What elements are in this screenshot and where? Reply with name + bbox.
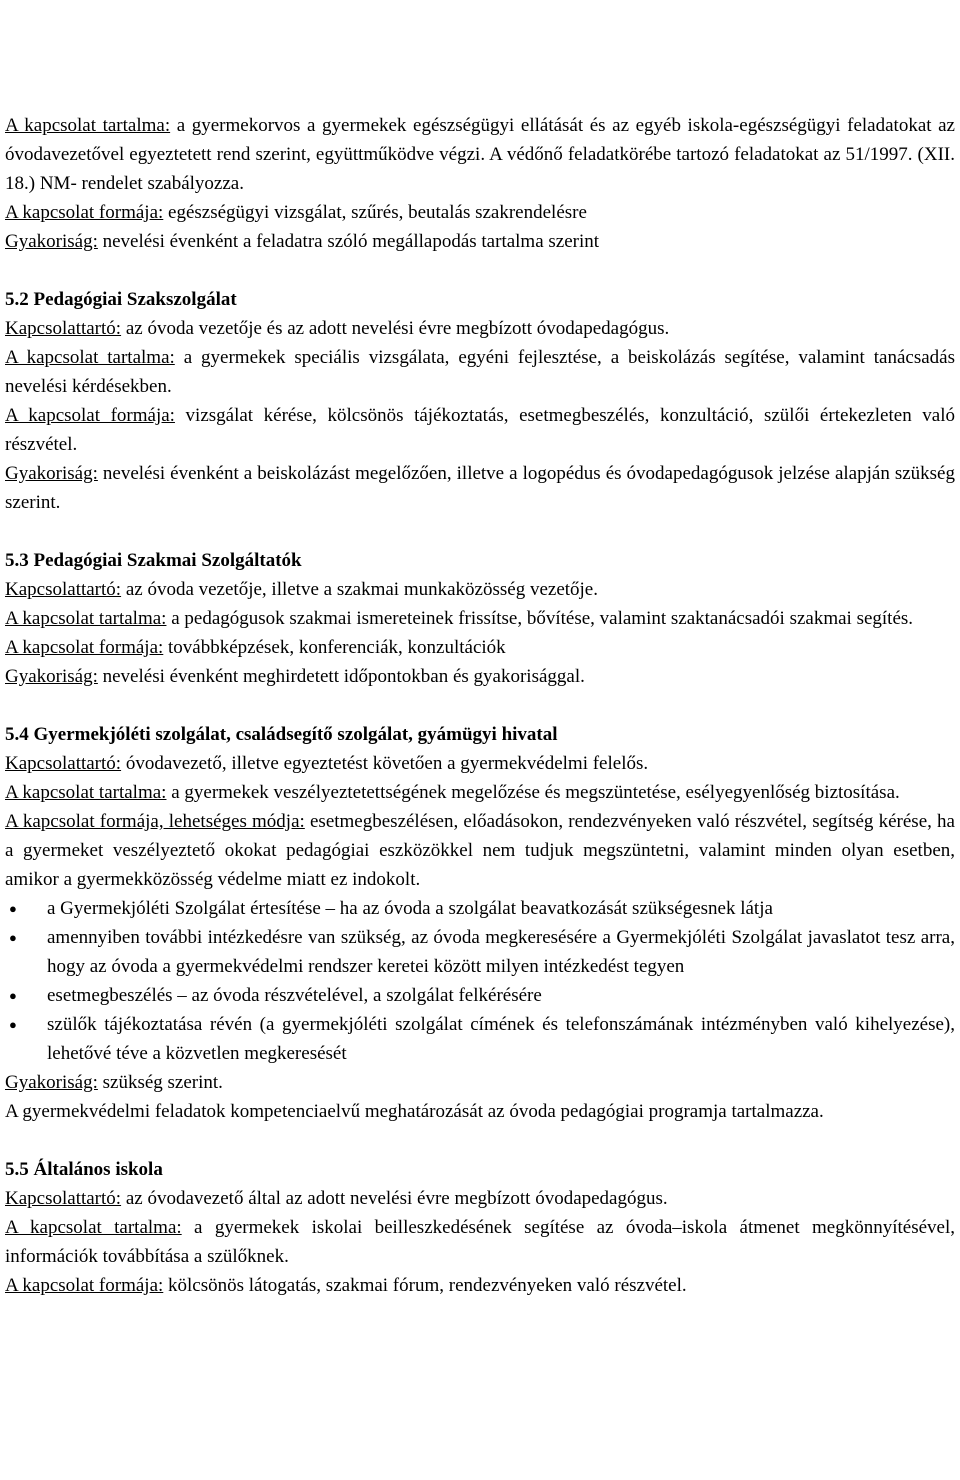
field-label: A kapcsolat tartalma: (5, 608, 167, 629)
section-5-2-heading: 5.2 Pedagógiai Szakszolgálat (5, 289, 237, 310)
document-body (5, 111, 955, 1300)
field-label: A kapcsolat formája: (5, 405, 175, 426)
field-label: Gyakoriság: (5, 463, 98, 484)
field-text: a gyermekek iskolai beilleszkedésének segítése az óvoda–iskola átmenet megkönnyítésével, információk továbbítása a szülőknek. (5, 1217, 955, 1267)
s53-kapcsolattarto (5, 575, 955, 604)
field-text: nevelési évenként a feladatra szóló megállapodás tartalma szerint (97, 231, 600, 252)
section-5-3-heading: 5.3 Pedagógiai Szakmai Szolgáltatók (5, 550, 302, 571)
field-text: az óvoda vezetője, illetve a szakmai munkaközösség vezetője. (121, 579, 598, 600)
field-text: vizsgálat kérése, kölcsönös tájékoztatás, esetmegbeszélés, konzultáció, szülői értekezleten való részvétel. (5, 405, 955, 455)
section-5-5-heading: 5.5 Általános iskola (5, 1159, 163, 1180)
s55-formaja (5, 1271, 955, 1300)
field-label: A kapcsolat tartalma: (5, 347, 175, 368)
s54-kapcsolattarto (5, 749, 955, 778)
s53-formaja (5, 633, 955, 662)
field-text: szükség szerint. (97, 1072, 223, 1093)
s52-gyakorisag (5, 459, 955, 517)
s55-kapcsolattarto (5, 1184, 955, 1213)
field-label: A kapcsolat formája: (5, 202, 164, 223)
field-text: a gyermekorvos a gyermekek egészségügyi ellátását és az egyéb iskola-egészségügyi feladatokat az óvodavezetővel egyeztetett rend szerint, együttműködve végzi. A védőnő feladatkörébe tartozó feladatokat az 51/1997. (XII. 18.) NM- rendelet szabályozza. (5, 115, 955, 194)
s52-formaja (5, 401, 955, 459)
s52-tartalma (5, 343, 955, 401)
intro-gyakorisag (5, 227, 955, 256)
field-label: Kapcsolattartó: (5, 318, 122, 339)
s52-kapcsolattarto (5, 314, 955, 343)
field-label: Gyakoriság: (5, 231, 98, 252)
s54-closing: A gyermekvédelmi feladatok kompetenciaelvű meghatározását az óvoda pedagógiai programja tartalmazza. (5, 1101, 824, 1122)
list-item: ● amennyiben további intézkedésre van szükség, az óvoda megkeresésére a Gyermekjóléti Szolgálat javaslatot tesz arra, hogy az óvoda a gyermekvédelmi rendszer keretei között milyen intézkedést tegyen (47, 923, 955, 981)
om-identifier: OM:032834 (435, 56, 525, 75)
s53-tartalma (5, 604, 955, 633)
intro-tartalma (5, 111, 955, 198)
field-label: Gyakoriság: (5, 666, 98, 687)
field-label: Kapcsolattartó: (5, 579, 122, 600)
section-5-4-heading: 5.4 Gyermekjóléti szolgálat, családsegítő szolgálat, gyámügyi hivatal (5, 724, 558, 745)
field-text: a pedagógusok szakmai ismereteinek frissítse, bővítése, valamint szaktanácsadói szakmai segítés. (166, 608, 914, 629)
field-label: Kapcsolattartó: (5, 753, 122, 774)
field-text: az óvodavezető által az adott nevelési évre megbízott óvodapedagógus. (121, 1188, 668, 1209)
field-text: nevelési évenként meghirdetett időpontokban és gyakorisággal. (97, 666, 585, 687)
field-label: A kapcsolat formája: (5, 637, 164, 658)
field-text: az óvoda vezetője és az adott nevelési évre megbízott óvodapedagógus. (121, 318, 670, 339)
field-label: Kapcsolattartó: (5, 1188, 122, 1209)
intro-formaja (5, 198, 955, 227)
institution-name: Aszódi Napsugár Óvoda (360, 28, 600, 53)
field-text: óvodavezető, illetve egyeztetést követően a gyermekvédelmi felelős. (121, 753, 649, 774)
s54-formaja (5, 807, 955, 894)
list-item: ● a Gyermekjóléti Szolgálat értesítése – ha az óvoda a szolgálat beavatkozását szükségesnek látja (47, 894, 955, 923)
field-label: Gyakoriság: (5, 1072, 98, 1093)
s54-tartalma (5, 778, 955, 807)
list-item: ● szülők tájékoztatása révén (a gyermekjóléti szolgálat címének és telefonszámának intézményben való kihelyezése), lehetővé téve a közvetlen megkeresését (47, 1010, 955, 1068)
s55-tartalma (5, 1213, 955, 1271)
field-label: A kapcsolat tartalma: (5, 782, 167, 803)
page-header (0, 0, 960, 78)
field-text: esetmegbeszélésen, előadásokon, rendezvényeken való részvétel, segítség kérése, ha a gyermeket veszélyeztető okokat pedagógiai eszközökkel nem tudjuk megszüntetni, valamint minden olyan esetben, amikor a gyermekközösség védelme miatt ez indokolt. (5, 811, 955, 890)
s53-gyakorisag (5, 662, 955, 691)
field-text: nevelési évenként a beiskolázást megelőzően, illetve a logopédus és óvodapedagógusok jelzése alapján szükség szerint. (5, 463, 955, 513)
field-label: A kapcsolat tartalma: (5, 1217, 182, 1238)
field-label: A kapcsolat formája, lehetséges módja: (5, 811, 305, 832)
field-text: kölcsönös látogatás, szakmai fórum, rendezvényeken való részvétel. (163, 1275, 687, 1296)
field-text: továbbképzések, konferenciák, konzultációk (163, 637, 506, 658)
field-text: a gyermekek veszélyeztetettségének megelőzése és megszüntetése, esélyegyenlőség biztosítása. (166, 782, 900, 803)
field-label: A kapcsolat tartalma: (5, 115, 171, 136)
document-title: Szervezeti és Működési Szabályzat (306, 1, 654, 26)
field-text: egészségügyi vizsgálat, szűrés, beutalás szakrendelésre (163, 202, 587, 223)
s54-bullet-list (5, 894, 955, 1068)
field-label: A kapcsolat formája: (5, 1275, 164, 1296)
s54-gyakorisag (5, 1068, 955, 1097)
list-item: ● esetmegbeszélés – az óvoda részvételével, a szolgálat felkérésére (47, 981, 955, 1010)
field-text: a gyermekek speciális vizsgálata, egyéni fejlesztése, a beiskolázás segítése, valamint tanácsadás nevelési kérdésekben. (5, 347, 955, 397)
